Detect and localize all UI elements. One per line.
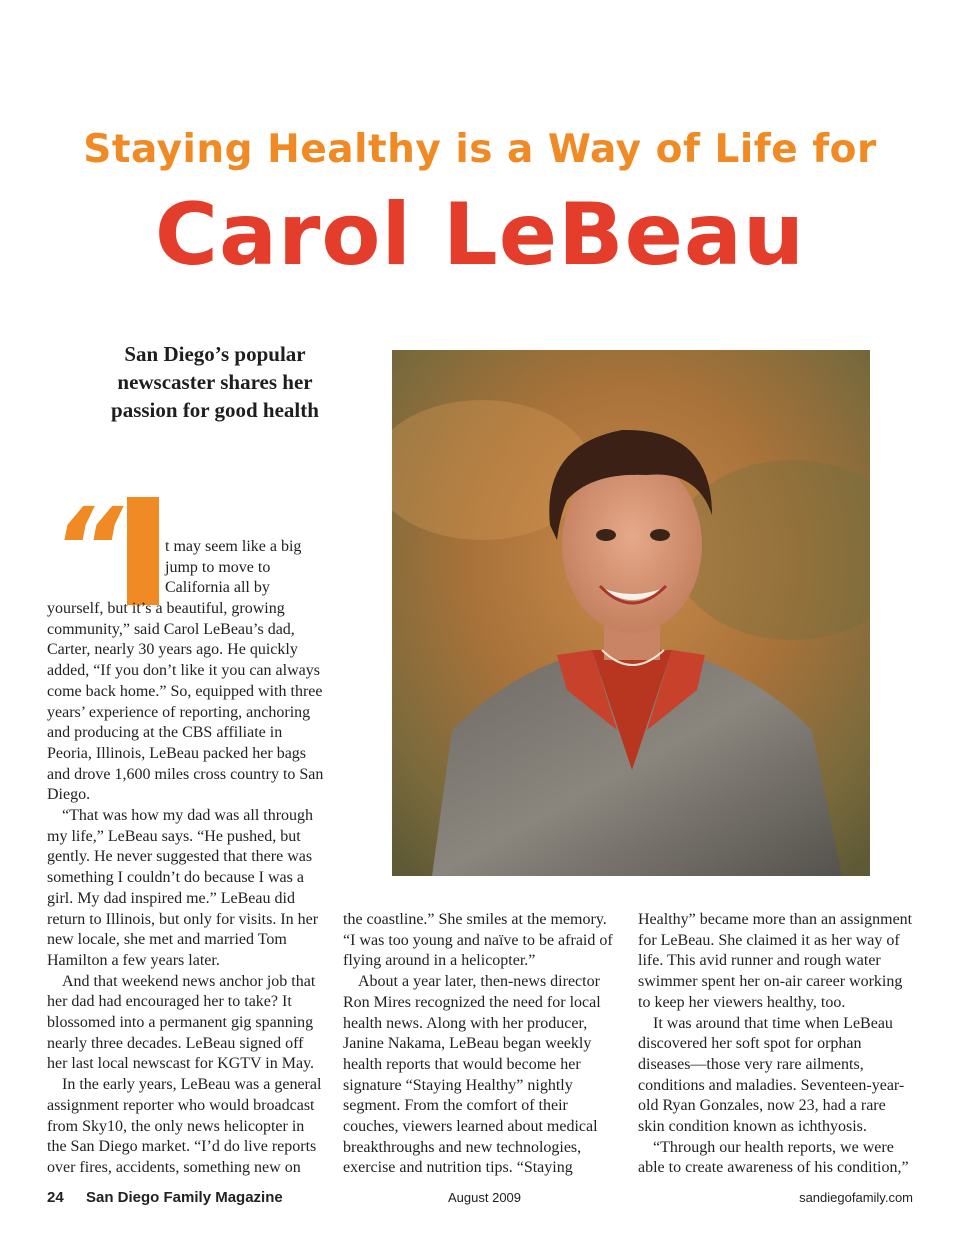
deck-subtitle: San Diego’s popular newscaster shares her passion for good health <box>111 342 319 422</box>
website-link[interactable]: sandiegofamily.com <box>799 1190 913 1205</box>
paragraph: “That was how my dad was all through my life,” LeBeau says. “He pushed, but gently. He never suggested that there was something I couldn’t do because I was a girl. My dad inspired me.” LeBeau did return to Illinois, but only for visits. In her new locale, she met and married Tom Hamilton a few years later. <box>47 807 319 969</box>
paragraph: “Through our health reports, we were able to create awareness of his condition,” <box>638 1138 909 1177</box>
magazine-name: San Diego Family Magazine <box>86 1189 283 1206</box>
page-number: 24 <box>47 1189 64 1206</box>
article-column-1 <box>47 599 327 1179</box>
pull-quote-mark: “ <box>52 484 123 612</box>
paragraph: yourself, but it’s a beautiful, growing community,” said Carol LeBeau’s dad, Carter, nearly 30 years ago. He quickly added, “If you don’t like it you can always come back home.” So, equipped with three years’ experience of reporting, anchoring and producing at the CBS affiliate in Peoria, Illinois, LeBeau packed her bags and drove 1,600 miles cross country to San Diego. <box>47 600 324 804</box>
paragraph: About a year later, then-news director Ron Mires recognized the need for local health news. Along with her producer, Janine Nakama, LeBeau began weekly health reports that would become her signature “Staying Healthy” nightly segment. From the comfort of their couches, viewers learned about medical breakthroughs and new technologies, exercise and nutrition tips. “Staying <box>343 973 601 1177</box>
paragraph: Healthy” became more than an assignment for LeBeau. She claimed it as her way of life. This avid runner and rough water swimmer spent her on-air career working to keep her viewers healthy, too. <box>638 911 913 1011</box>
lead-paragraph: t may seem like a big jump to move to California all by <box>165 538 302 597</box>
paragraph: It was around that time when LeBeau discovered her soft spot for orphan diseases—those very rare ailments, conditions and maladies. Seventeen-year-old Ryan Gonzales, now 23, had a rare skin condition known as ichthyosis. <box>638 1014 905 1136</box>
article-column-3 <box>638 910 916 1179</box>
portrait-photo <box>392 350 870 876</box>
article-column-2 <box>343 910 618 1179</box>
headline-line-1: Staying Healthy is a Way of Life for <box>83 127 877 172</box>
paragraph: And that weekend news anchor job that her dad had encouraged her to take? It blossomed into a permanent gig spanning nearly three decades. LeBeau signed off her last local newscast for KGTV in May. <box>47 972 316 1073</box>
page-footer <box>0 1189 960 1213</box>
paragraph: the coastline.” She smiles at the memory. “I was too young and naïve to be afraid of flying around in a helicopter.” <box>343 911 613 970</box>
issue-date: August 2009 <box>448 1190 522 1205</box>
article-lead-text <box>165 537 325 599</box>
headline-name: Carol LeBeau <box>154 185 806 285</box>
paragraph: In the early years, LeBeau was a general assignment reporter who would broadcast from Sky10, the only news helicopter in the San Diego market. “I’d do live reports over fires, accidents, something new on <box>47 1076 322 1176</box>
drop-cap-letter <box>127 497 159 605</box>
